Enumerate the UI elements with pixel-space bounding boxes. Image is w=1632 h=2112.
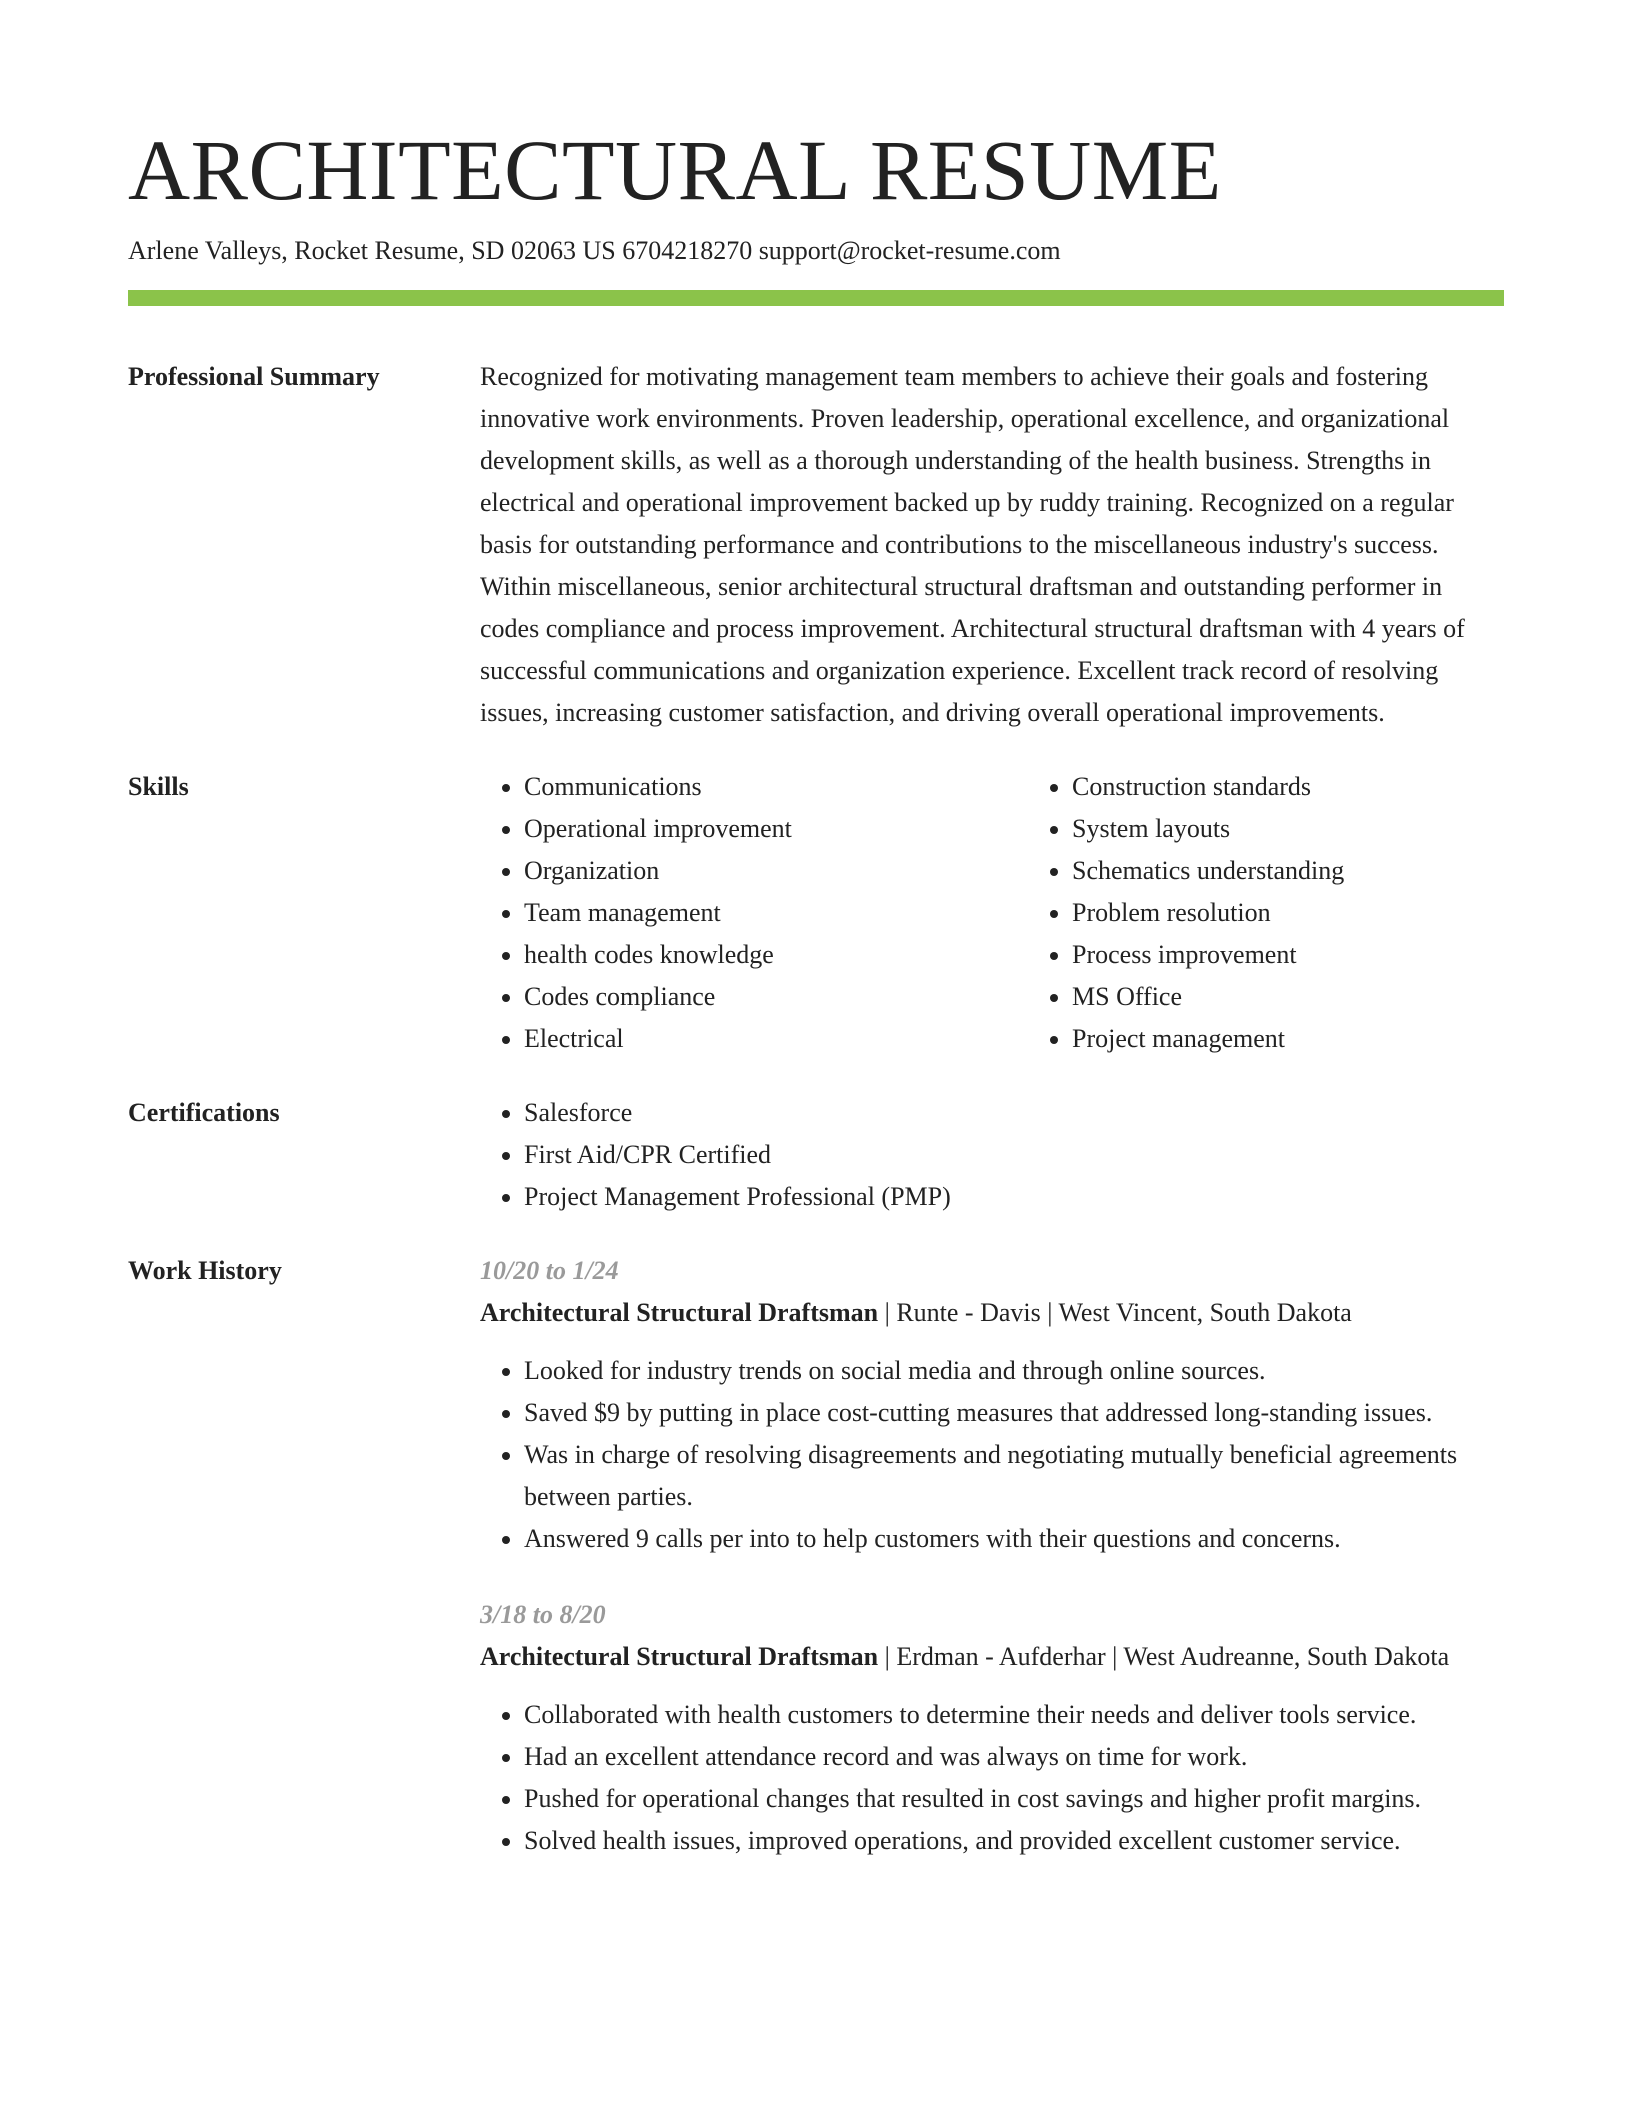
skill-item: • Project management: [1072, 1018, 1576, 1060]
job-bullet: • Solved health issues, improved operations, and provided excellent customer service.: [524, 1820, 1504, 1862]
section-label-skills: Skills: [128, 772, 189, 801]
job-title: Architectural Structural Draftsman: [480, 1642, 879, 1671]
job-details: | Erdman - Aufderhar | West Audreanne, South Dakota: [878, 1642, 1450, 1671]
summary-text: Recognized for motivating management team members to achieve their goals and fostering innovative work environments. Proven leadership, operational excellence, and organizational development skills, as well as a thorough understanding of the health business. Strengths in electrical and operational improvement backed up by ruddy training. Recognized on a regular basis for outstanding performance and contributions to the miscellaneous industry's success. Within miscellaneous, senior architectural structural draftsman and outstanding performer in codes compliance and process improvement. Architectural structural draftsman with 4 years of successful communications and organization experience. Excellent track record of resolving issues, increasing customer satisfaction, and driving overall operational improvements.: [480, 362, 1465, 727]
accent-rule: [128, 290, 1504, 306]
resume-title: ARCHITECTURAL RESUME: [128, 122, 1222, 218]
job-bullet: • Saved $9 by putting in place cost-cutting measures that addressed long-standing issues.: [524, 1392, 1504, 1434]
job-title: Architectural Structural Draftsman: [480, 1298, 879, 1327]
contact-line: Arlene Valleys, Rocket Resume, SD 02063 US 6704218270 support@rocket-resume.com: [128, 236, 1061, 265]
resume-page: [128, 0, 1504, 1896]
certification-item: • Project Management Professional (PMP): [524, 1176, 1504, 1218]
job-bullet: • Collaborated with health customers to determine their needs and deliver tools service.: [524, 1694, 1504, 1736]
professional-summary-section: [128, 356, 1504, 734]
skill-item: • Communications: [524, 766, 1028, 808]
skill-item: • Operational improvement: [524, 808, 1028, 850]
job-bullet: • Looked for industry trends on social media and through online sources.: [524, 1350, 1504, 1392]
skill-item: • Construction standards: [1072, 766, 1576, 808]
job-bullets: [480, 1350, 1504, 1560]
skill-item: • MS Office: [1072, 976, 1576, 1018]
skill-item: • Electrical: [524, 1018, 1028, 1060]
skill-item: • Codes compliance: [524, 976, 1028, 1018]
certifications-section: [128, 1092, 1504, 1218]
skills-section: [128, 766, 1504, 1060]
skill-item: • Organization: [524, 850, 1028, 892]
section-label-certifications: Certifications: [128, 1098, 280, 1127]
job-dates: 10/20 to 1/24: [480, 1256, 619, 1285]
job-dates: 3/18 to 8/20: [480, 1600, 606, 1629]
job-entry: [480, 1250, 1504, 1560]
skill-item: • Problem resolution: [1072, 892, 1576, 934]
job-heading: [480, 1636, 1504, 1678]
job-bullet: • Was in charge of resolving disagreements and negotiating mutually beneficial agreements between parties.: [524, 1434, 1504, 1518]
job-heading: [480, 1292, 1504, 1334]
certifications-list: [480, 1092, 1504, 1218]
skill-item: • health codes knowledge: [524, 934, 1028, 976]
certification-item: • Salesforce: [524, 1092, 1504, 1134]
section-label-work-history: Work History: [128, 1256, 282, 1285]
job-bullet: • Had an excellent attendance record and was always on time for work.: [524, 1736, 1504, 1778]
work-history-section: [128, 1250, 1504, 1896]
skill-item: • Process improvement: [1072, 934, 1576, 976]
skill-item: • Team management: [524, 892, 1028, 934]
skill-item: • System layouts: [1072, 808, 1576, 850]
job-details: | Runte - Davis | West Vincent, South Dakota: [878, 1298, 1352, 1327]
job-bullets: [480, 1694, 1504, 1862]
section-label-summary: Professional Summary: [128, 362, 380, 391]
job-entry: [480, 1594, 1504, 1862]
skills-list-left: [480, 766, 1028, 1060]
job-bullet: • Pushed for operational changes that resulted in cost savings and higher profit margins.: [524, 1778, 1504, 1820]
skills-list-right: [1028, 766, 1576, 1060]
certification-item: • First Aid/CPR Certified: [524, 1134, 1504, 1176]
skill-item: • Schematics understanding: [1072, 850, 1576, 892]
job-bullet: • Answered 9 calls per into to help customers with their questions and concerns.: [524, 1518, 1504, 1560]
